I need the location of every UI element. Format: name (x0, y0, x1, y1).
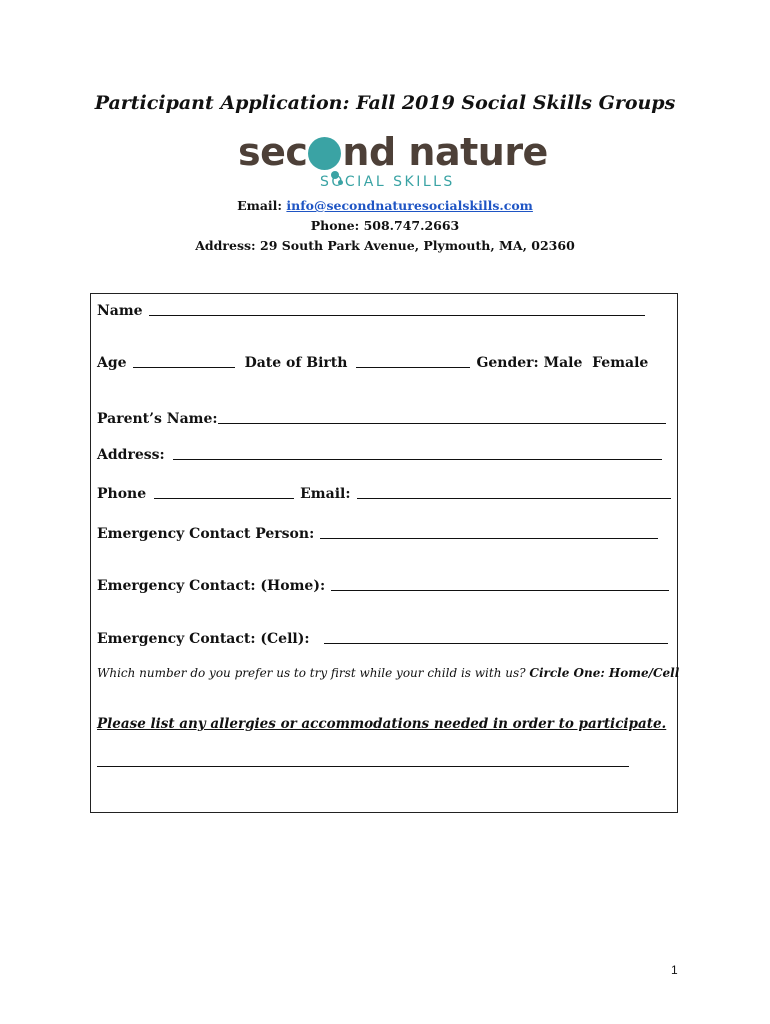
phone-line: Phone: 508.747.2663 (310, 218, 460, 233)
application-form (90, 293, 678, 813)
logo-text-before: sec (238, 130, 308, 174)
page-title: Participant Application: Fall 2019 Social Skills Groups (94, 92, 676, 114)
dob-label: Date of Birth (244, 355, 348, 371)
email-field-label: Email: (300, 486, 351, 502)
gender-options[interactable]: Gender: Male Female (476, 355, 649, 371)
preference-question-row (97, 666, 679, 680)
address-line: Address: 29 South Park Avenue, Plymouth, MA, 02360 (195, 238, 575, 253)
emergency-home-label: Emergency Contact: (Home): (97, 578, 326, 594)
emergency-cell-field[interactable] (324, 643, 668, 644)
emergency-cell-row (97, 631, 668, 647)
emergency-home-field[interactable] (331, 590, 669, 591)
phone-field[interactable] (154, 498, 294, 499)
page-number: 1 (671, 963, 678, 977)
age-label: Age (97, 355, 127, 371)
allergies-field[interactable] (97, 766, 629, 767)
second-nature-logo (238, 128, 548, 192)
emergency-home-row (97, 578, 669, 594)
dob-field[interactable] (356, 367, 470, 368)
email-label: Email: (237, 198, 283, 213)
age-field[interactable] (133, 367, 235, 368)
name-label: Name (97, 303, 143, 319)
parent-name-field[interactable] (218, 423, 666, 424)
email-line (0, 198, 770, 213)
preference-question: Which number do you prefer us to try first while your child is with us? (97, 666, 526, 680)
emergency-person-field[interactable] (320, 538, 658, 539)
parent-row (97, 411, 666, 427)
emergency-cell-label: Emergency Contact: (Cell): (97, 631, 310, 647)
emergency-person-row (97, 526, 658, 542)
logo-subtitle: SOCIAL SKILLS (320, 174, 455, 190)
email-link[interactable]: info@secondnaturesocialskills.com (286, 198, 533, 213)
logo-text-after: nd nature (342, 130, 548, 174)
phone-label: Phone (97, 486, 147, 502)
age-row (97, 355, 648, 371)
address-field[interactable] (173, 459, 662, 460)
phone-email-row (97, 486, 671, 502)
circle-one-options[interactable]: Circle One: Home/Cell (529, 666, 680, 680)
allergies-prompt: Please list any allergies or accommodations needed in order to participate. (97, 716, 667, 732)
name-row (97, 303, 645, 319)
email-field[interactable] (357, 498, 671, 499)
name-field[interactable] (149, 315, 645, 316)
speech-bubble-icon (308, 137, 341, 170)
parent-name-label: Parent’s Name: (97, 411, 218, 427)
address-label: Address: (97, 447, 165, 463)
logo-wordmark (238, 128, 548, 176)
address-row (97, 447, 662, 463)
emergency-person-label: Emergency Contact Person: (97, 526, 315, 542)
